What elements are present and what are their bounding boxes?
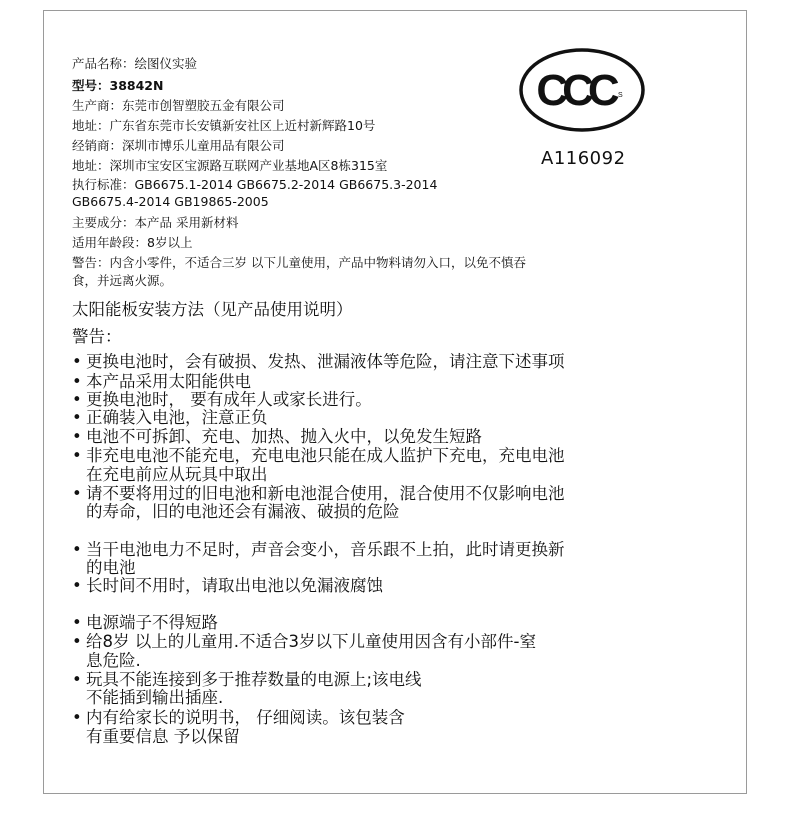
manufacturer: 生产商：东莞市创智塑胶五金有限公司 bbox=[72, 98, 285, 113]
standards-line-1: 执行标准：GB6675.1-2014 GB6675.2-2014 GB6675.3-2014 bbox=[72, 177, 438, 192]
standards-line-2: GB6675.4-2014 GB19865-2005 bbox=[72, 194, 269, 209]
distributor: 经销商：深圳市博乐儿童用品有限公司 bbox=[72, 138, 285, 153]
age-range: 适用年龄段：8岁以上 bbox=[72, 235, 193, 250]
small-parts-warning-line-2: 食，并远离火源。 bbox=[72, 273, 173, 288]
ccc-reg-mark: S bbox=[618, 92, 623, 99]
main-material: 主要成分：本产品 采用新材料 bbox=[72, 215, 239, 230]
certificate-number: A116092 bbox=[541, 148, 626, 169]
bullet-continuation: 的电池 bbox=[86, 558, 136, 577]
distributor-address: 地址：深圳市宝安区宝源路互联网产业基地A区8栋315室 bbox=[72, 158, 388, 173]
solar-section-title: 太阳能板安装方法（见产品使用说明） bbox=[72, 300, 353, 319]
small-parts-warning-line-1: 警告：内含小零件，不适合三岁 以下儿童使用，产品中物料请勿入口，以免不慎吞 bbox=[72, 255, 526, 270]
bullet-continuation: 有重要信息 予以保留 bbox=[86, 727, 240, 746]
bullet-continuation: 的寿命，旧的电池还会有漏液、破损的危险 bbox=[86, 502, 400, 521]
ccc-certification-logo bbox=[517, 45, 647, 135]
warning-heading: 警告： bbox=[72, 327, 122, 346]
manufacturer-address: 地址：广东省东莞市长安镇新安社区上近村新辉路10号 bbox=[72, 118, 376, 133]
bullet-continuation: 息危险. bbox=[86, 651, 141, 670]
bullet-continuation: 在充电前应从玩具中取出 bbox=[86, 465, 268, 484]
product-model: 型号：38842N bbox=[72, 78, 164, 93]
ccc-logo-text: CCC bbox=[536, 66, 614, 115]
product-name: 产品名称：绘图仪实验 bbox=[72, 56, 198, 71]
bullet-continuation: 不能插到输出插座. bbox=[86, 688, 224, 707]
